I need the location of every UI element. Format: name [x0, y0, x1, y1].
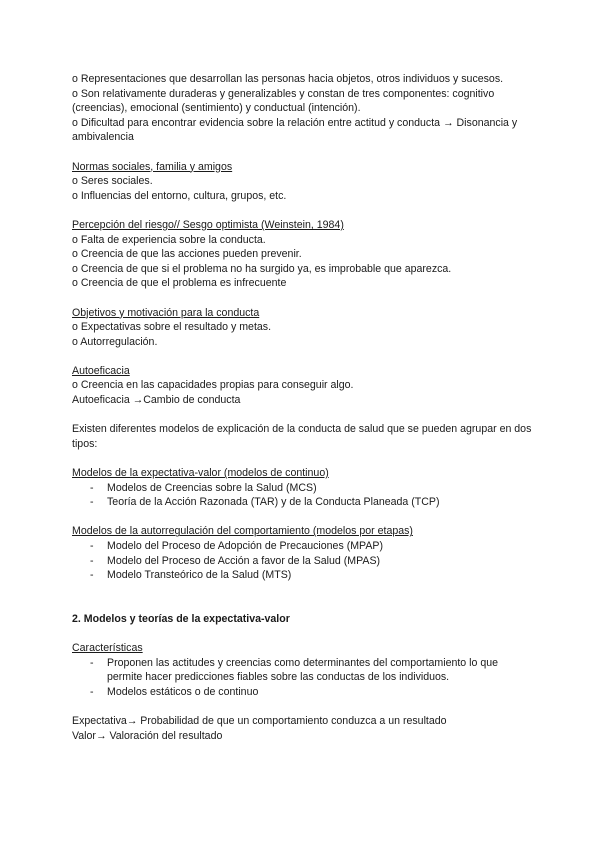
percepcion-item: o Falta de experiencia sobre la conducta.: [72, 233, 266, 246]
dash-bullet: -: [90, 481, 94, 494]
objetivos-item: o Autorregulación.: [72, 335, 158, 348]
section-2-title: 2. Modelos y teorías de la expectativa-valor: [72, 612, 290, 625]
intro-line-2: o Son relativamente duraderas y generalizables y constan de tres componentes: cognitivo (creencias), emocional (sentimiento) y conductual (intención).: [72, 87, 495, 115]
valor-line: Valor→ Valoración del resultado: [72, 729, 223, 742]
document-page: [72, 72, 532, 743]
list-item: - Modelo Transteórico de la Salud (MTS): [90, 569, 292, 582]
objetivos-item: o Expectativas sobre el resultado y metas.: [72, 321, 272, 334]
normas-item: o Seres sociales.: [72, 175, 153, 188]
autoeficacia-item: o Creencia en las capacidades propias para conseguir algo.: [72, 379, 354, 392]
intro-line-1: o Representaciones que desarrollan las personas hacia objetos, otros individuos y sucesos.: [72, 73, 504, 85]
continuo-heading: Modelos de la expectativa-valor (modelos de continuo): [72, 467, 329, 480]
dash-bullet: -: [90, 656, 94, 669]
list-item: - Modelos de Creencias sobre la Salud (MCS): [90, 481, 317, 494]
expectativa-line: Expectativa→ Probabilidad de que un comportamiento conduzca a un resultado: [72, 715, 447, 728]
percepcion-item: o Creencia de que las acciones pueden prevenir.: [72, 248, 302, 261]
autoeficacia-item: Autoeficacia →Cambio de conducta: [72, 394, 241, 407]
list-item: - Proponen las actitudes y creencias como determinantes del comportamiento lo que permite hacer predicciones fiables sobre las conductas de los individuos.: [90, 656, 499, 684]
dash-bullet: -: [90, 496, 94, 509]
percepcion-item: o Creencia de que si el problema no ha surgido ya, es improbable que aparezca.: [72, 262, 452, 275]
list-item: - Modelo del Proceso de Acción a favor de la Salud (MPAS): [90, 554, 381, 567]
caracteristicas-heading: Características: [72, 642, 143, 655]
percepcion-item: o Creencia de que el problema es infrecuente: [72, 277, 287, 290]
dash-bullet: -: [90, 685, 94, 698]
list-item: - Modelo del Proceso de Adopción de Precauciones (MPAP): [90, 540, 383, 552]
objetivos-heading: Objetivos y motivación para la conducta: [72, 306, 260, 319]
intro-line-3: o Dificultad para encontrar evidencia sobre la relación entre actitud y conducta → Disonancia y ambivalencia: [72, 116, 518, 144]
normas-item: o Influencias del entorno, cultura, grupos, etc.: [72, 189, 287, 202]
existen-paragraph: Existen diferentes modelos de explicación de la conducta de salud que se pueden agrupar en dos tipos:: [72, 423, 532, 450]
list-item: - Teoría de la Acción Razonada (TAR) y de la Conducta Planeada (TCP): [90, 496, 440, 509]
dash-bullet: -: [90, 540, 94, 552]
percepcion-heading: Percepción del riesgo// Sesgo optimista (Weinstein, 1984): [72, 218, 344, 231]
etapas-heading: Modelos de la autorregulación del comportamiento (modelos por etapas): [72, 525, 413, 538]
normas-heading: Normas sociales, familia y amigos: [72, 160, 233, 173]
autoeficacia-heading: Autoeficacia: [72, 364, 130, 377]
dash-bullet: -: [90, 569, 94, 582]
list-item: - Modelos estáticos o de continuo: [90, 685, 259, 698]
dash-bullet: -: [90, 554, 94, 567]
